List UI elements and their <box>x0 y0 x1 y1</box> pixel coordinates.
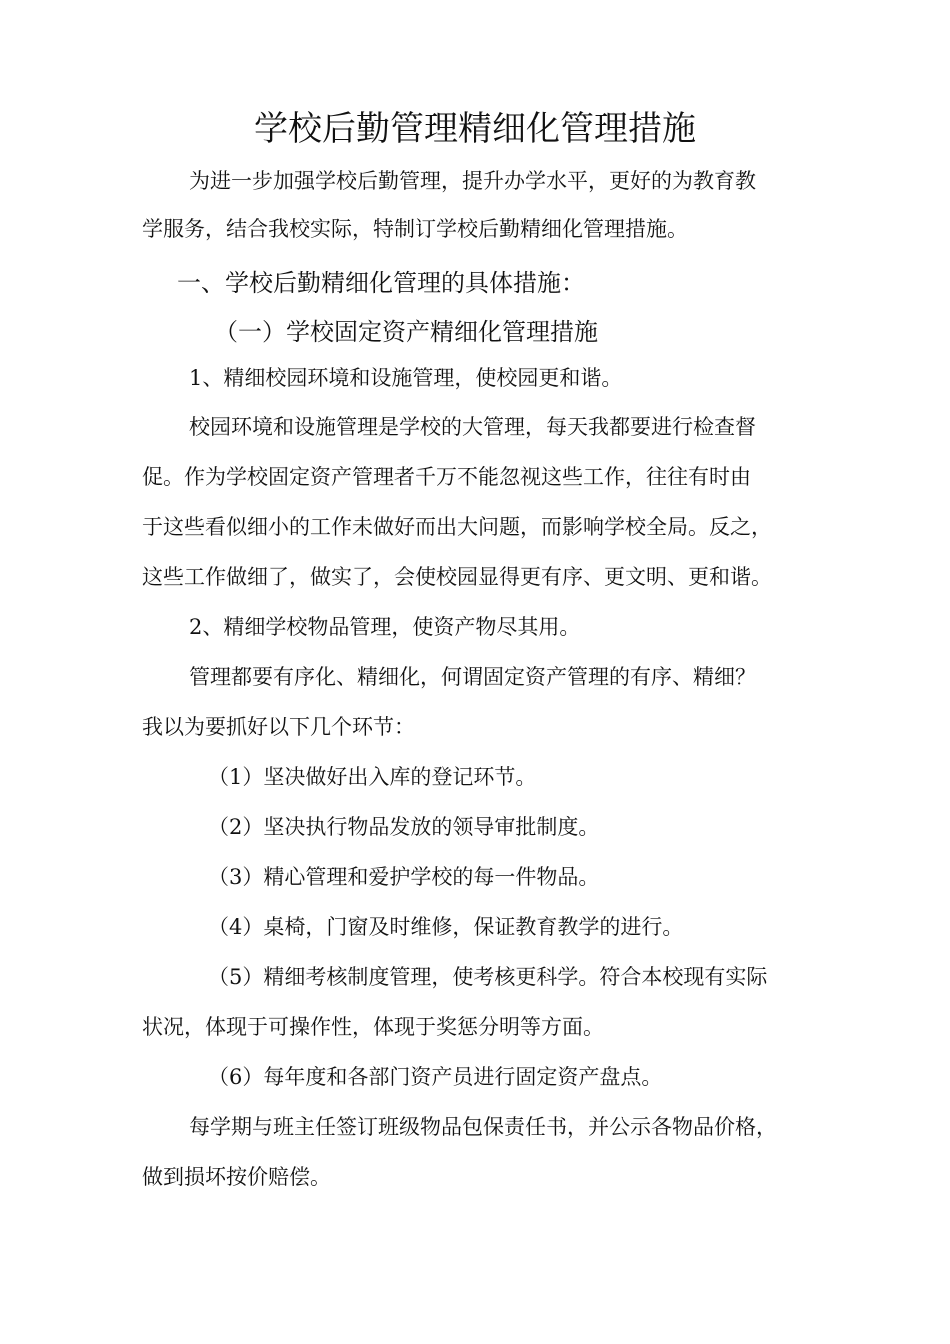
paragraph-1-line-1: 校园环境和设施管理是学校的大管理，每天我都要进行检查督 <box>189 415 756 439</box>
paragraph-3-line-2: 做到损坏按价赔偿。 <box>142 1165 331 1189</box>
paragraph-1-line-4: 这些工作做细了，做实了，会使校园显得更有序、更文明、更和谐。 <box>142 565 772 589</box>
intro-line-1: 为进一步加强学校后勤管理，提升办学水平，更好的为教育教 <box>189 169 756 193</box>
paragraph-1-line-2: 促。作为学校固定资产管理者千万不能忽视这些工作，往往有时由 <box>142 465 751 489</box>
paragraph-2-line-2: 我以为要抓好以下几个环节： <box>142 715 415 739</box>
intro-line-2: 学服务，结合我校实际，特制订学校后勤精细化管理措施。 <box>142 217 688 241</box>
item-2-heading: 2、精细学校物品管理，使资产物尽其用。 <box>189 615 581 639</box>
subitem-3: （3）精心管理和爱护学校的每一件物品。 <box>208 865 600 889</box>
page-title: 学校后勤管理精细化管理措施 <box>254 109 696 149</box>
section-heading-1: 一、学校后勤精细化管理的具体措施： <box>177 269 585 297</box>
subitem-1: （1）坚决做好出入库的登记环节。 <box>208 765 537 789</box>
paragraph-3-line-1: 每学期与班主任签订班级物品包保责任书，并公示各物品价格， <box>189 1115 777 1139</box>
item-1-heading: 1、精细校园环境和设施管理，使校园更和谐。 <box>189 366 623 390</box>
subitem-5-line-2: 状况，体现于可操作性，体现于奖惩分明等方面。 <box>142 1015 604 1039</box>
subsection-heading-1: （一）学校固定资产精细化管理措施 <box>214 318 598 346</box>
subitem-2: （2）坚决执行物品发放的领导审批制度。 <box>208 815 600 839</box>
paragraph-1-line-3: 于这些看似细小的工作未做好而出大问题，而影响学校全局。反之， <box>142 515 772 539</box>
subitem-4: （4）桌椅，门窗及时维修，保证教育教学的进行。 <box>208 915 684 939</box>
paragraph-2-line-1: 管理都要有序化、精细化，何谓固定资产管理的有序、精细？ <box>189 665 756 689</box>
subitem-6: （6）每年度和各部门资产员进行固定资产盘点。 <box>208 1065 663 1089</box>
subitem-5-line-1: （5）精细考核制度管理，使考核更科学。符合本校现有实际 <box>208 965 768 989</box>
